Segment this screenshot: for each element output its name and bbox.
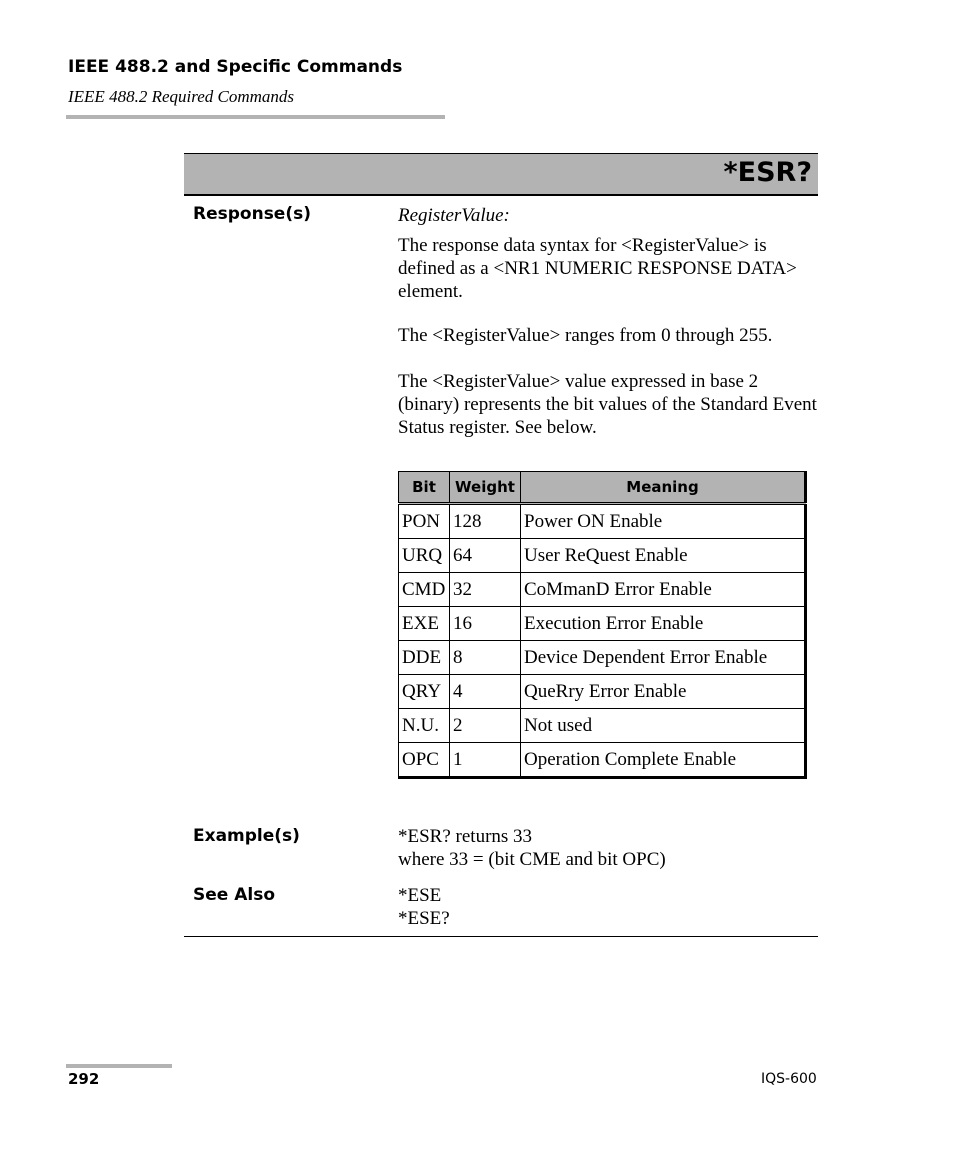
weight-cell: 8 [450,641,521,675]
table-row [399,675,806,709]
table-row [399,709,806,743]
column-header-meaning: Meaning [521,472,806,504]
document-name: IQS-600 [761,1071,817,1087]
meaning-cell: CoMmanD Error Enable [521,573,806,607]
page-number: 292 [68,1070,100,1088]
section-end-divider [184,936,818,937]
footer-divider [66,1064,172,1068]
example-line-2: where 33 = (bit CME and bit OPC) [398,849,666,870]
table-row [399,641,806,675]
weight-cell: 2 [450,709,521,743]
meaning-cell: Execution Error Enable [521,607,806,641]
table-row [399,743,806,778]
response-paragraph-2: The <RegisterValue> ranges from 0 through 255. [398,325,773,346]
weight-cell: 1 [450,743,521,778]
command-name: *ESR? [723,157,812,188]
register-bits-table [398,471,807,779]
see-also-line-1: *ESE [398,885,442,906]
response-label: Response(s) [193,204,311,224]
table-row [399,573,806,607]
bit-cell: QRY [399,675,450,709]
weight-cell: 128 [450,504,521,539]
meaning-cell: User ReQuest Enable [521,539,806,573]
weight-cell: 16 [450,607,521,641]
column-header-bit: Bit [399,472,450,504]
response-paragraph-1: The response data syntax for <RegisterValue> is defined as a <NR1 NUMERIC RESPONSE DATA> element. [398,235,797,302]
see-also-label: See Also [193,885,276,905]
bit-cell: PON [399,504,450,539]
bit-cell: OPC [399,743,450,778]
response-value-name: RegisterValue: [398,205,510,226]
weight-cell: 64 [450,539,521,573]
table-row [399,504,806,539]
meaning-cell: Not used [521,709,806,743]
column-header-weight: Weight [450,472,521,504]
bit-cell: N.U. [399,709,450,743]
meaning-cell: Operation Complete Enable [521,743,806,778]
example-label: Example(s) [193,826,300,846]
section-subtitle: IEEE 488.2 Required Commands [68,87,295,106]
meaning-cell: Device Dependent Error Enable [521,641,806,675]
response-paragraph-3: The <RegisterValue> value expressed in base 2 (binary) represents the bit values of the Standard Event Status register. See below. [398,371,817,438]
weight-cell: 32 [450,573,521,607]
bit-cell: EXE [399,607,450,641]
meaning-cell: QueRry Error Enable [521,675,806,709]
command-banner [184,153,818,196]
see-also-line-2: *ESE? [398,908,450,929]
weight-cell: 4 [450,675,521,709]
example-line-1: *ESR? returns 33 [398,826,533,847]
bit-cell: DDE [399,641,450,675]
chapter-title: IEEE 488.2 and Specific Commands [68,57,403,77]
meaning-cell: Power ON Enable [521,504,806,539]
bit-cell: CMD [399,573,450,607]
table-row [399,539,806,573]
table-header-row [399,472,806,504]
header-divider [66,115,445,119]
table-row [399,607,806,641]
bit-cell: URQ [399,539,450,573]
